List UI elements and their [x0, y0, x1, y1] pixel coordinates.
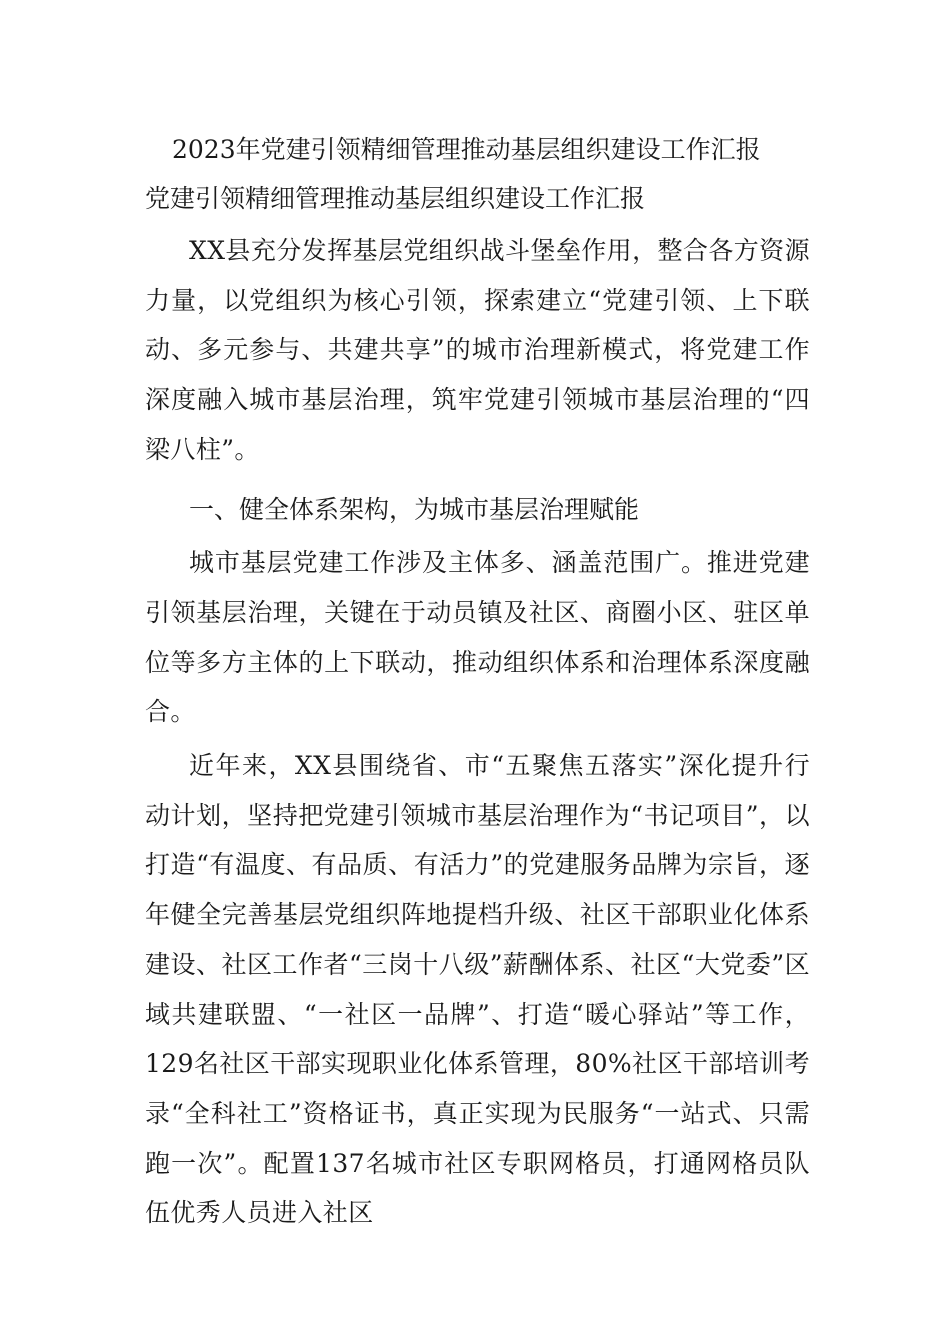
document-subtitle: 党建引领精细管理推动基层组织建设工作汇报 — [145, 184, 646, 213]
paragraph-section-1: 城市基层党建工作涉及主体多、涵盖范围广。推进党建引领基层治理，关键在于动员镇及社区、商圈小区、驻区单位等多方主体的上下联动，推动组织体系和治理体系深度融合。 — [145, 548, 810, 727]
paragraph-intro: XX县充分发挥基层党组织战斗堡垒作用，整合各方资源力量，以党组织为核心引领，探索建立“党建引领、上下联动、多元参与、共建共享”的城市治理新模式，将党建工作深度融入城市基层治理，筑牢党建引领城市基层治理的“四梁八柱”。 — [145, 236, 810, 464]
document-body — [145, 128, 810, 1238]
paragraph-section-2: 近年来，XX县围绕省、市“五聚焦五落实”深化提升行动计划，坚持把党建引领城市基层治理作为“书记项目”，以打造“有温度、有品质、有活力”的党建服务品牌为宗旨，逐年健全完善基层党组织阵地提档升级、社区干部职业化体系建设、社区工作者“三岗十八级”薪酬体系、社区“大党委”区域共建联盟、“一社区一品牌”、打造“暖心驿站”等工作，129名社区干部实现职业化体系管理，80%社区干部培训考录“全科社工”资格证书，真正实现为民服务“一站式、只需跑一次”。配置137名城市社区专职网格员，打通网格员队伍优秀人员进入社区 — [145, 751, 810, 1228]
section-heading: 一、健全体系架构，为城市基层治理赋能 — [189, 494, 640, 524]
document-title: 2023年党建引领精细管理推动基层组织建设工作汇报 — [172, 135, 761, 164]
